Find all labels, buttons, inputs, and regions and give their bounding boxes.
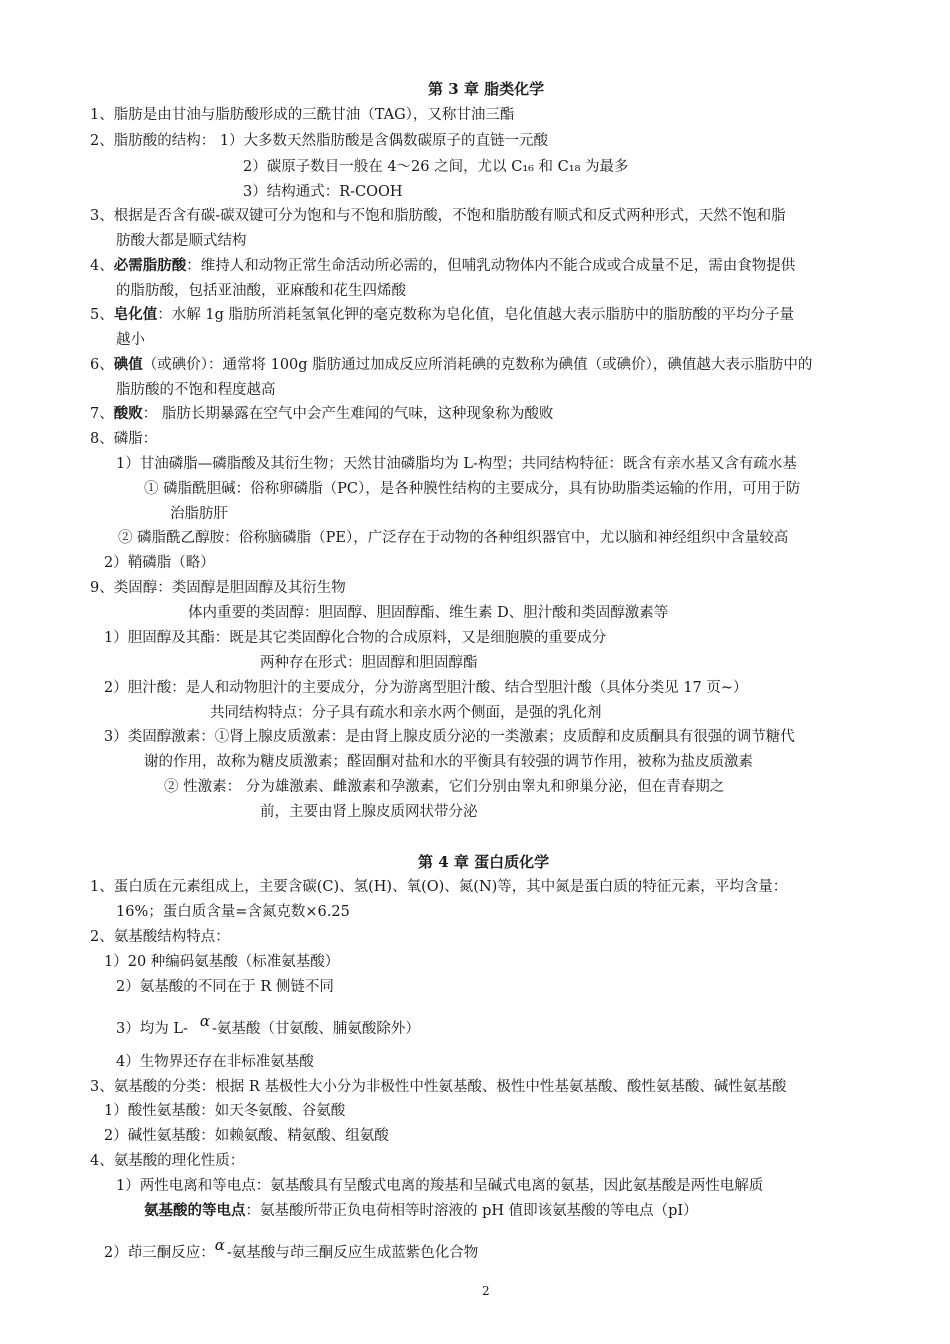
- ch3-line-22: 1）胆固醇及其酯：既是其它类固醇化合物的合成原料，又是细胞膜的重要成分: [104, 630, 607, 646]
- ch4-line-13: [144, 1201, 698, 1221]
- ch3-line-11-rest: （或碘价）：通常将 100g 脂肪通过加成反应所消耗碘的克数称为碘值（或碘价），碘值越大表示脂肪中的: [142, 357, 813, 373]
- ch3-line-7: [90, 256, 795, 276]
- ch3-line-29: 前，主要由肾上腺皮质网状带分泌: [260, 804, 478, 820]
- ch3-line-11: [90, 355, 812, 375]
- ch4-line-14: [104, 1236, 479, 1263]
- ch4-line-12: 1）两性电离和等电点：氨基酸具有呈酸式电离的羧基和呈碱式电离的氨基，因此氨基酸是两性电解质: [116, 1178, 764, 1194]
- ch4-line-13-rest: ：氨基酸所带正负电荷相等时溶液的 pH 值即该氨基酸的等电点（pI）: [245, 1203, 698, 1219]
- ch4-line-3: 2、氨基酸结构特点：: [90, 929, 230, 945]
- ch3-line-21: 体内重要的类固醇：胆固醇、胆固醇酯、维生素 D、胆汁酸和类固醇激素等: [188, 605, 669, 621]
- ch3-line-1: 1、脂肪是由甘油与脂肪酸形成的三酰甘油（TAG），又称甘油三酯: [90, 107, 515, 123]
- ch3-line-17: 治脂肪肝: [170, 506, 228, 522]
- ch3-line-28: ② 性激素： 分为雄激素、雌激素和孕激素，它们分别由睾丸和卵巢分泌，但在青春期之: [164, 779, 725, 795]
- ch3-line-24: 2）胆汁酸：是人和动物胆汁的主要成分，分为游离型胆汁酸、结合型胆汁酸（具体分类见 17 页~）: [104, 680, 748, 696]
- term-rancidity: 酸败: [113, 405, 143, 422]
- ch4-line-9: 1）酸性氨基酸：如天冬氨酸、谷氨酸: [104, 1103, 346, 1119]
- ch4-line-8: 3、氨基酸的分类：根据 R 基极性大小分为非极性中性氨基酸、极性中性基氨基酸、酸性氨基酸、碱性氨基酸: [90, 1079, 787, 1095]
- page-number: 2: [482, 1284, 490, 1298]
- ch3-line-12: 脂肪酸的不饱和程度越高: [116, 382, 276, 398]
- term-iodine-value: 碘值: [113, 356, 143, 373]
- term-isoelectric-point: 氨基酸的等电点: [144, 1202, 246, 1219]
- ch3-line-26: 3）类固醇激素：①肾上腺皮质激素：是由肾上腺皮质分泌的一类激素；皮质醇和皮质酮具有很强的调节糖代: [104, 729, 795, 745]
- ch3-line-5: 3、根据是否含有碳-碳双键可分为饱和与不饱和脂肪酸，不饱和脂肪酸有顺式和反式两种形式，天然不饱和脂: [90, 208, 786, 224]
- ch4-line-5: 2）氨基酸的不同在于 R 侧链不同: [116, 979, 334, 995]
- ch4-line-6-rest: -氨基酸（甘氨酸、脯氨酸除外）: [212, 1021, 420, 1037]
- ch4-line-11: 4、氨基酸的理化性质：: [90, 1153, 245, 1169]
- ch3-line-23: 两种存在形式：胆固醇和胆固醇酯: [260, 655, 478, 671]
- ch4-line-2: 16%；蛋白质含量=含氮克数×6.25: [116, 904, 350, 920]
- ch3-line-15: 1）甘油磷脂—磷脂酸及其衍生物；天然甘油磷脂均为 L-构型；共同结构特征：既含有亲水基又含有疏水基: [116, 456, 797, 472]
- ch3-line-14: 8、磷脂：: [90, 431, 158, 447]
- ch4-line-14-rest: -氨基酸与茚三酮反应生成蓝紫色化合物: [226, 1245, 479, 1261]
- ch3-line-4: 3）结构通式：R-COOH: [243, 184, 403, 200]
- ch4-line-6: [116, 1012, 420, 1039]
- term-essential-fatty-acid: 必需脂肪酸: [113, 257, 187, 274]
- ch4-line-14-prefix: 2）茚三酮反应：: [104, 1245, 215, 1261]
- ch3-line-13-prefix: 7、: [90, 406, 114, 422]
- ch4-line-1: 1、蛋白质在元素组成上，主要含碳(C)、氢(H)、氧(O)、氮(N)等，其中氮是蛋白质的特征元素，平均含量：: [90, 879, 788, 895]
- ch3-line-25: 共同结构特点：分子具有疏水和亲水两个侧面，是强的乳化剂: [210, 705, 602, 721]
- alpha-symbol-2: α: [214, 1236, 225, 1254]
- ch3-line-2: 2、脂肪酸的结构： 1）大多数天然脂肪酸是含偶数碳原子的直链一元酸: [90, 133, 549, 149]
- ch3-line-13: [90, 404, 553, 424]
- ch3-line-13-rest: ： 脂肪长期暴露在空气中会产生难闻的气味，这种现象称为酸败: [142, 406, 554, 422]
- ch3-line-9: [90, 305, 794, 325]
- ch3-line-3: 2）碳原子数目一般在 4～26 之间，尤以 C₁₆ 和 C₁₈ 为最多: [243, 159, 629, 175]
- alpha-symbol: α: [199, 1012, 211, 1030]
- ch3-line-6: 肪酸大都是顺式结构: [116, 233, 247, 249]
- chapter-3-title: 第 3 章 脂类化学: [428, 80, 545, 98]
- ch3-line-27: 谢的作用，故称为糖皮质激素；醛固酮对盐和水的平衡具有较强的调节作用，被称为盐皮质激素: [144, 754, 753, 770]
- ch4-line-7: 4）生物界还存在非标准氨基酸: [116, 1054, 314, 1070]
- ch3-line-16: ① 磷脂酰胆碱：俗称卵磷脂（PC），是各种膜性结构的主要成分，具有协助脂类运输的作用，可用于防: [144, 481, 801, 497]
- ch3-line-19: 2）鞘磷脂（略）: [104, 555, 215, 571]
- ch3-line-18: ② 磷脂酰乙醇胺：俗称脑磷脂（PE），广泛存在于动物的各种组织器官中，尤以脑和神经组织中含量较高: [118, 530, 789, 546]
- ch3-line-11-prefix: 6、: [90, 357, 114, 373]
- ch4-line-10: 2）碱性氨基酸：如赖氨酸、精氨酸、组氨酸: [104, 1128, 389, 1144]
- ch3-line-9-rest: ：水解 1g 脂肪所消耗氢氧化钾的毫克数称为皂化值，皂化值越大表示脂肪中的脂肪酸的平均分子量: [157, 307, 794, 323]
- ch3-line-20: 9、类固醇：类固醇是胆固醇及其衍生物: [90, 580, 346, 596]
- ch3-line-8: 的脂肪酸，包括亚油酸，亚麻酸和花生四烯酸: [116, 283, 406, 299]
- ch3-line-7-rest: ：维持人和动物正常生命活动所必需的，但哺乳动物体内不能合成或合成量不足，需由食物提供: [186, 258, 796, 274]
- ch3-line-9-prefix: 5、: [90, 307, 114, 323]
- chapter-4-title: 第 4 章 蛋白质化学: [418, 853, 550, 871]
- term-saponification-value: 皂化值: [113, 306, 158, 323]
- ch3-line-7-prefix: 4、: [90, 258, 114, 274]
- ch4-line-4: 1）20 种编码氨基酸（标准氨基酸）: [104, 954, 340, 970]
- ch3-line-10: 越小: [116, 332, 145, 348]
- ch4-line-6-prefix: 3）均为 L-: [116, 1021, 188, 1037]
